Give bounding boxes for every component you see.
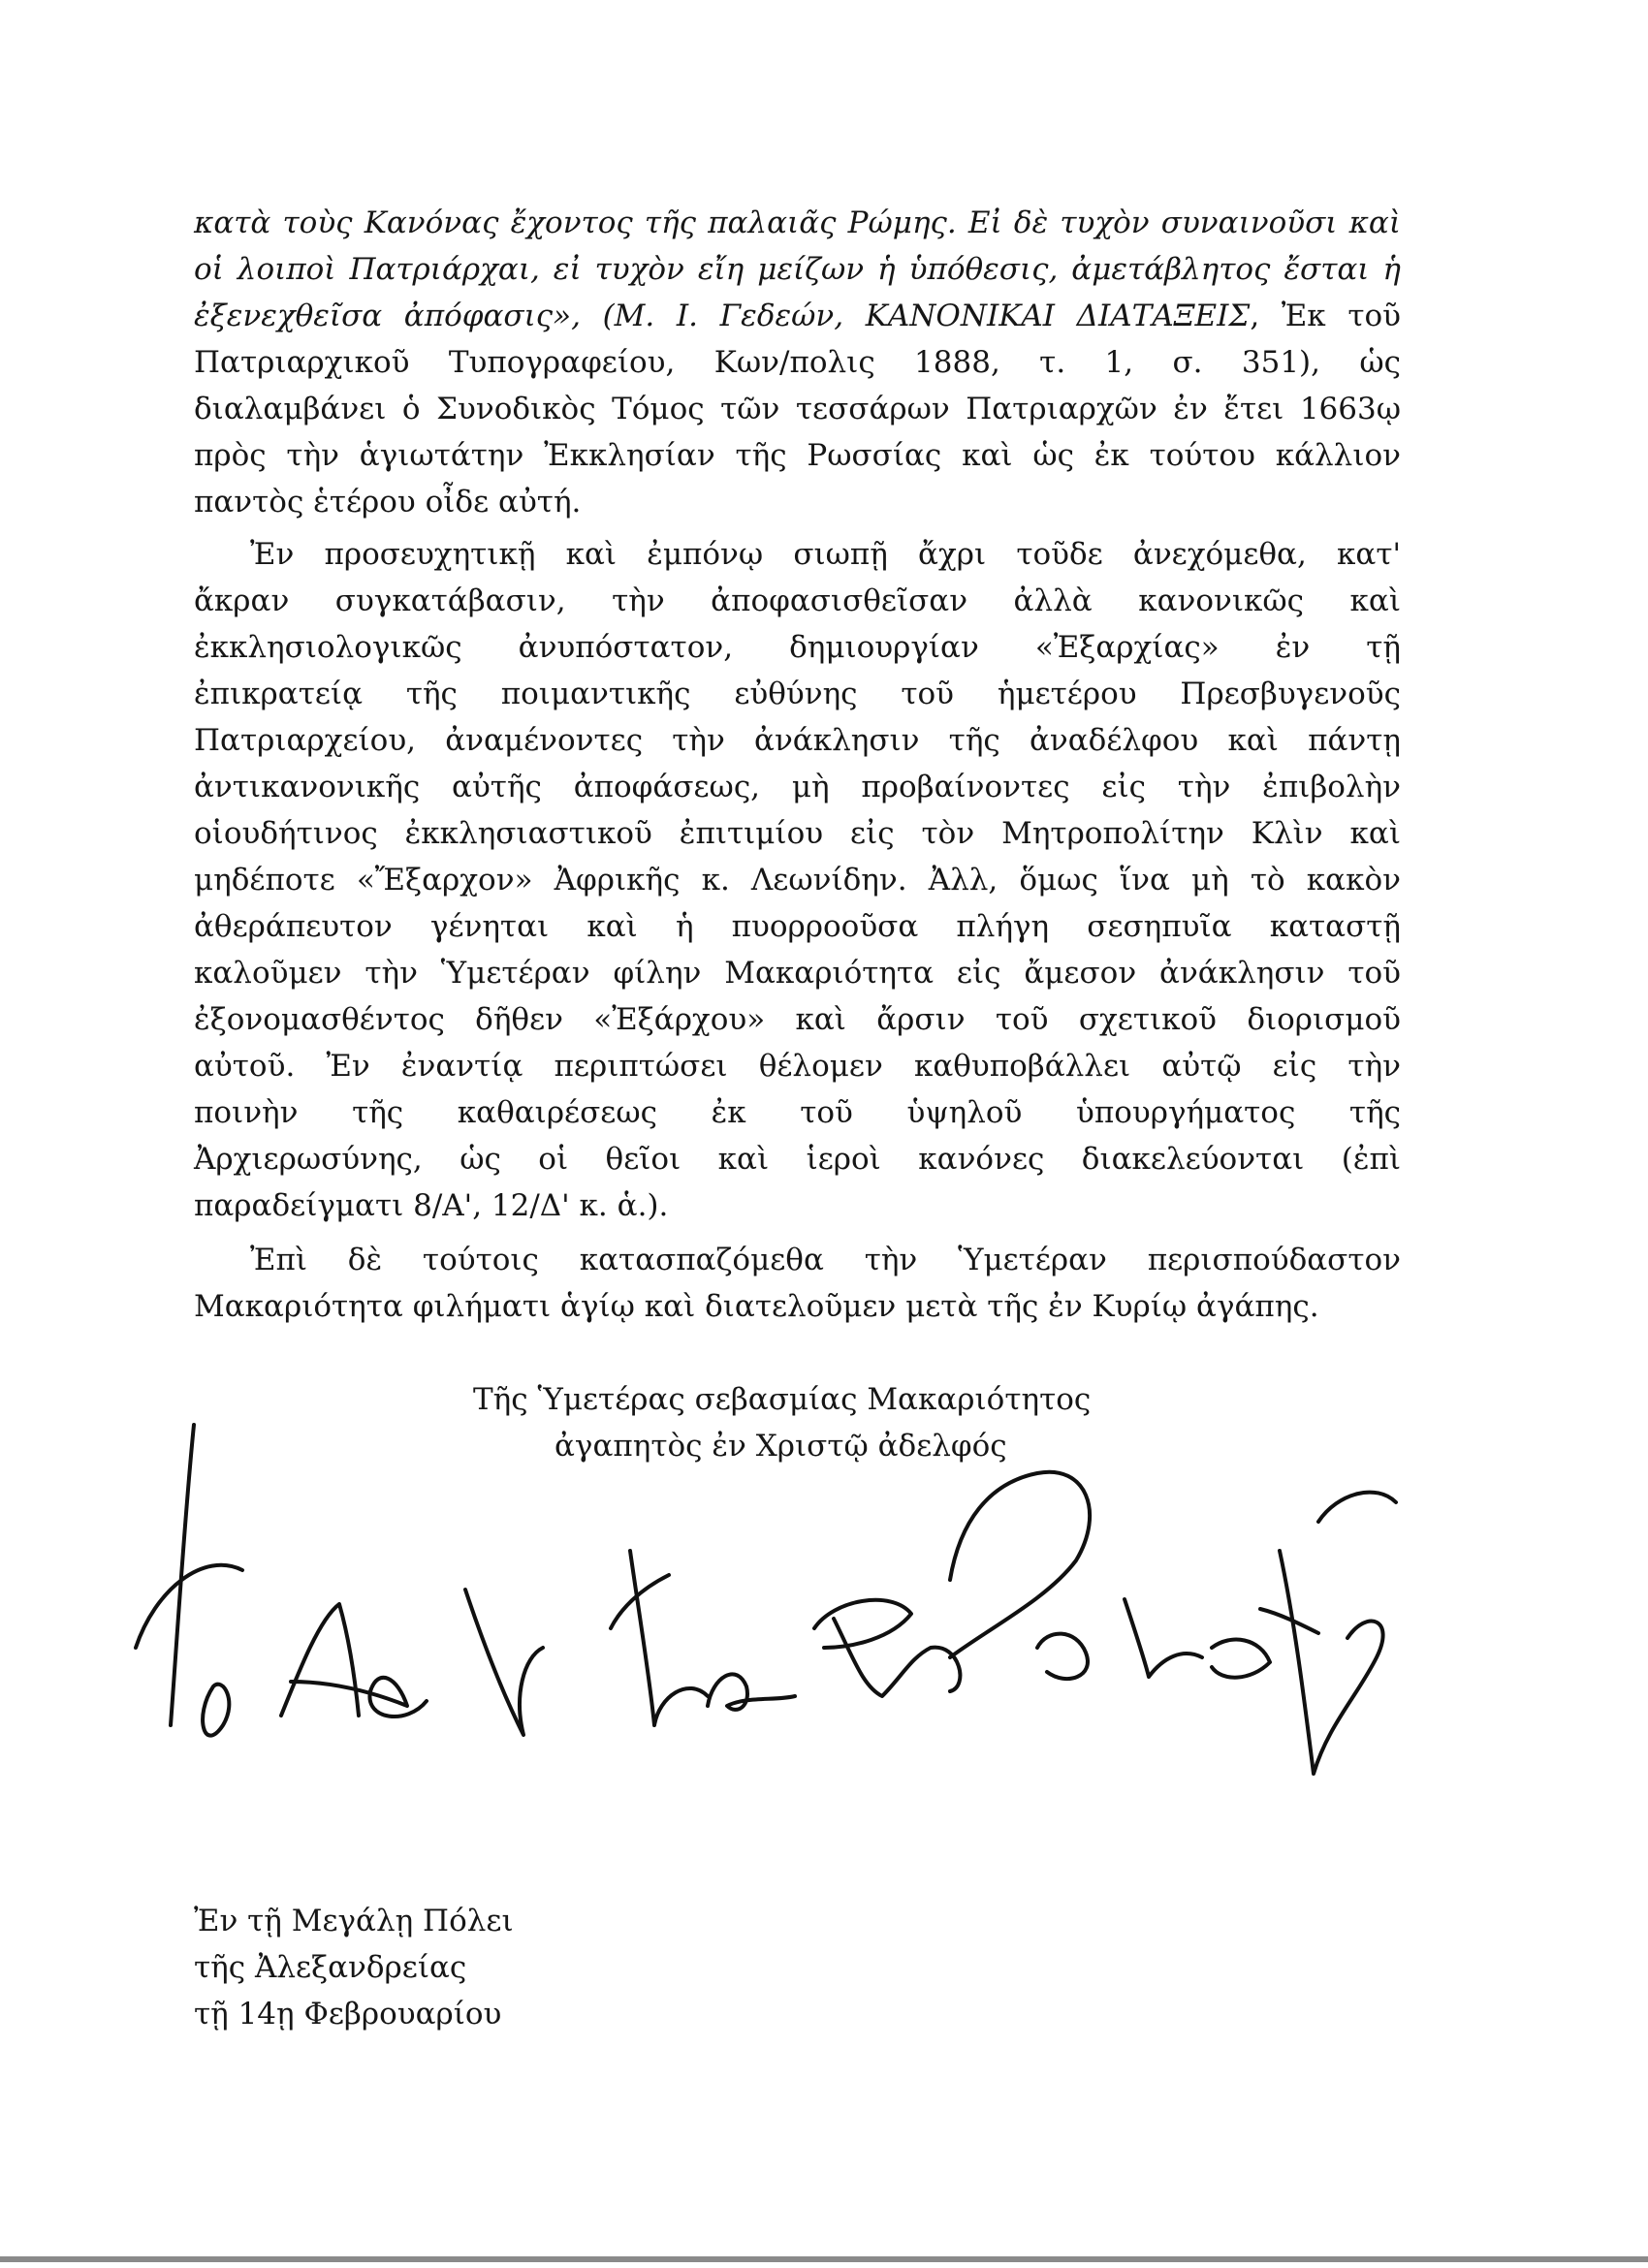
closing-signoff: ἀγαπητὸς ἐν Χριστῷ ἀδελφός <box>555 1429 1007 1464</box>
body-line-12: Πατριαρχείου, ἀναμένοντες τὴν ἀνάκλησιν τῆς ἀναδέλφου καὶ πάντῃ <box>194 723 1401 758</box>
body-line-23: Ἐπὶ δὲ τούτοις κατασπαζόμεθα τὴν Ὑμετέραν περισπούδαστον <box>250 1243 1401 1277</box>
body-line-6: πρὸς τὴν ἁγιωτάτην Ἐκκλησίαν τῆς Ρωσσίας καὶ ὡς ἐκ τούτου κάλλιον <box>194 438 1401 473</box>
place-line-2: τῆς Ἀλεξανδρείας <box>194 1950 467 1985</box>
page-bottom-edge <box>0 2256 1648 2262</box>
place-line-1: Ἐν τῇ Μεγάλῃ Πόλει <box>194 1904 514 1938</box>
book-title: ΚΑΝΟΝΙΚΑΙ ΔΙΑΤΑΞΕΙΣ <box>865 299 1251 333</box>
body-line-13: ἀντικανονικῆς αὐτῆς ἀποφάσεως, μὴ προβαίνοντες εἰς τὴν ἐπιβολὴν <box>194 770 1401 804</box>
closing-salutation: Τῆς Ὑμετέρας σεβασμίας Μακαριότητος <box>473 1382 1092 1417</box>
body-line-16: ἀθεράπευτον γένηται καὶ ἡ πυορροοῦσα πλήγη σεσηπυῖα καταστῇ <box>194 909 1401 944</box>
quote-end: ἐξενεχθεῖσα ἀπόφασις», (Μ. Ι. Γεδεών, <box>194 299 844 333</box>
body-line-14: οἱουδήτινος ἐκκλησιαστικοῦ ἐπιτιμίου εἰς τὸν Μητροπολίτην Κλὶν καὶ <box>194 816 1401 851</box>
body-line-10: ἐκκλησιολογικῶς ἀνυπόστατον, δημιουργίαν «Ἐξαρχίας» ἐν τῇ <box>194 630 1401 665</box>
body-line-20: ποινὴν τῆς καθαιρέσεως ἐκ τοῦ ὑψηλοῦ ὑπουργήματος τῆς <box>194 1095 1401 1130</box>
body-line-22: παραδείγματι 8/Α', 12/Δ' κ. ἁ.). <box>194 1188 669 1223</box>
handwritten-signature <box>116 1405 1493 1890</box>
body-line-24: Μακαριότητα φιλήματι ἁγίῳ καὶ διατελοῦμεν μετὰ τῆς ἐν Κυρίῳ ἀγάπης. <box>194 1289 1319 1324</box>
body-line-2: οἱ λοιποὶ Πατριάρχαι, εἰ τυχὸν εἴη μείζων ἡ ὑπόθεσις, ἀμετάβλητος ἔσται ἡ <box>194 252 1401 287</box>
body-line-5: διαλαμβάνει ὁ Συνοδικὸς Τόμος τῶν τεσσάρων Πατριαρχῶν ἐν ἔτει 1663ῳ <box>194 392 1401 426</box>
citation-publisher: , Ἐκ τοῦ <box>1250 299 1401 333</box>
body-line-17: καλοῦμεν τὴν Ὑμετέραν φίλην Μακαριότητα εἰς ἄμεσον ἀνάκλησιν τοῦ <box>194 956 1401 991</box>
body-line-18: ἐξονομασθέντος δῆθεν «Ἐξάρχου» καὶ ἄρσιν τοῦ σχετικοῦ διορισμοῦ <box>194 1002 1401 1037</box>
body-line-8: Ἐν προσευχητικῇ καὶ ἐμπόνῳ σιωπῇ ἄχρι τοῦδε ἀνεχόμεθα, κατ' <box>250 537 1401 572</box>
body-line-3 <box>194 293 1401 339</box>
body-line-21: Ἀρχιερωσύνης, ὡς οἱ θεῖοι καὶ ἱεροὶ κανόνες διακελεύονται (ἐπὶ <box>194 1142 1401 1177</box>
body-line-7: παντὸς ἑτέρου οἶδε αὐτή. <box>194 485 582 520</box>
body-line-15: μηδέποτε «Ἔξαρχον» Ἀφρικῆς κ. Λεωνίδην. Ἀλλ, ὅμως ἵνα μὴ τὸ κακὸν <box>194 863 1401 898</box>
body-line-11: ἐπικρατείᾳ τῆς ποιμαντικῆς εὐθύνης τοῦ ἡμετέρου Πρεσβυγενοῦς <box>194 677 1401 711</box>
date-line: τῇ 14ῃ Φεβρουαρίου <box>194 1997 502 2032</box>
body-line-1: κατὰ τοὺς Κανόνας ἔχοντος τῆς παλαιᾶς Ρώμης. Εἰ δὲ τυχὸν συναινοῦσι καὶ <box>194 205 1401 240</box>
body-line-9: ἄκραν συγκατάβασιν, τὴν ἀποφασισθεῖσαν ἀλλὰ κανονικῶς καὶ <box>194 583 1401 618</box>
body-line-19: αὐτοῦ. Ἐν ἐναντίᾳ περιπτώσει θέλομεν καθυποβάλλει αὐτῷ εἰς τὴν <box>194 1049 1401 1084</box>
body-line-4: Πατριαρχικοῦ Τυπογραφείου, Κων/πολις 1888, τ. 1, σ. 351), ὡς <box>194 345 1401 380</box>
